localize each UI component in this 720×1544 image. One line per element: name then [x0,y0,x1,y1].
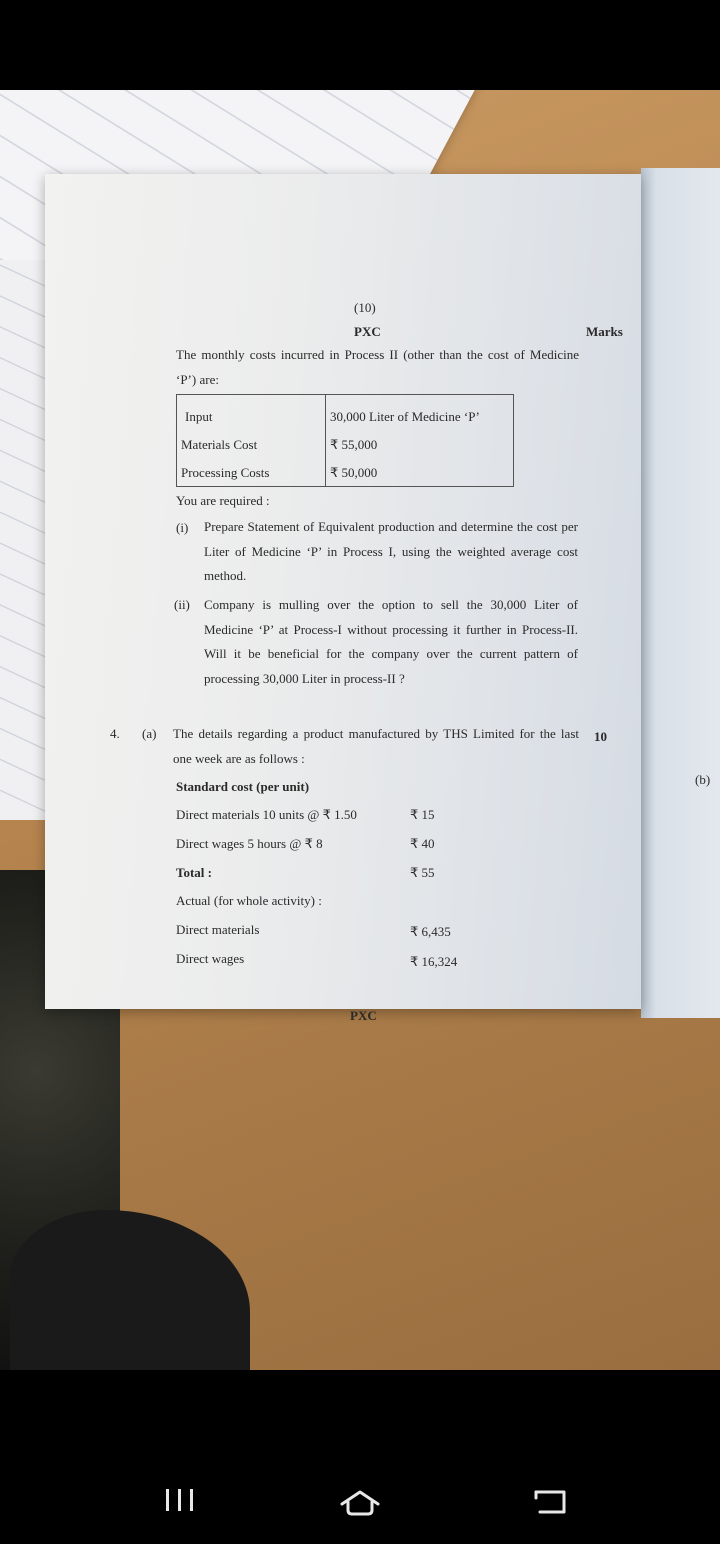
item-ii-number: (ii) [174,597,190,612]
marks-label: Marks [586,324,623,339]
required-label: You are required : [176,493,270,508]
cost-table [176,394,514,487]
paper-code-bottom: PXC [350,1008,377,1023]
total-value: ₹ 55 [410,865,435,880]
question-number: 4. [110,726,120,741]
back-button[interactable] [528,1478,572,1522]
next-page-part-label: (b) [695,772,711,787]
paper-code-top: PXC [354,324,381,339]
standard-cost-heading: Standard cost (per unit) [176,779,310,794]
recent-apps-icon [158,1478,202,1522]
std-row-label: Direct wages 5 hours @ ₹ 8 [176,836,323,851]
intro-text: The monthly costs incurred in Process II (other than the cost of Medicine ‘P’) are: [176,347,579,387]
std-row-value: ₹ 15 [410,807,435,822]
actual-row-label: Direct wages [176,951,245,966]
std-row-label: Direct materials 10 units @ ₹ 1.50 [176,807,357,822]
shoe-shadow [10,1210,250,1370]
home-button[interactable] [338,1478,382,1522]
next-page-edge [641,168,720,1018]
item-ii-text: Company is mulling over the option to sell the 30,000 Liter of Medicine ‘P’ at Process-I without processing it further in Process-II. Will it be beneficial for the company over the current pattern of processing 30,000 Liter in process-II ? [204,597,578,686]
page-number: (10) [354,300,376,315]
table-label-processing: Processing Costs [181,465,270,480]
table-divider [325,395,326,486]
home-icon [338,1478,382,1522]
table-label-materials: Materials Cost [181,437,258,452]
question-part: (a) [142,726,157,741]
recent-apps-button[interactable] [158,1478,202,1522]
question-text: The details regarding a product manufactured by THS Limited for the last one week are as follows : [173,726,579,766]
item-i-text: Prepare Statement of Equivalent production and determine the cost per Liter of Medicine ‘P’ in Process I, using the weighted average cost method. [204,519,578,583]
actual-heading: Actual (for whole activity) : [176,893,322,908]
table-label-input: Input [185,409,213,424]
question-marks: 10 [594,729,607,744]
back-icon [528,1478,572,1522]
exam-page [45,174,641,1009]
table-value-input: 30,000 Liter of Medicine ‘P’ [330,409,480,424]
std-row-value: ₹ 40 [410,836,435,851]
table-value-materials: ₹ 55,000 [330,437,378,452]
actual-row-value: ₹ 6,435 [410,924,451,939]
table-value-processing: ₹ 50,000 [330,465,378,480]
item-i-number: (i) [176,520,189,535]
actual-row-label: Direct materials [176,922,260,937]
actual-row-value: ₹ 16,324 [410,954,458,969]
total-label: Total : [176,865,212,880]
